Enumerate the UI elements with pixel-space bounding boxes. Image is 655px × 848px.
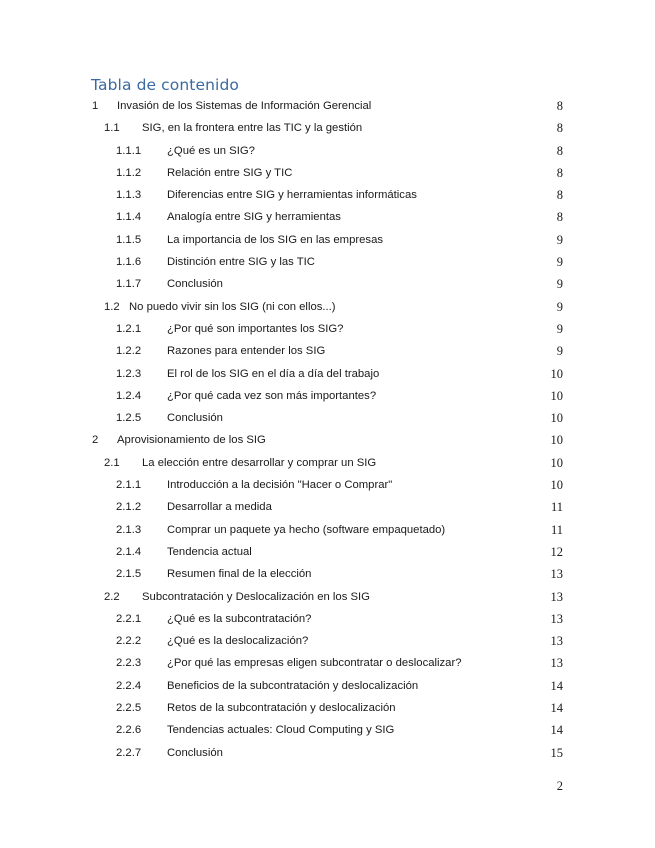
toc-entry[interactable] — [0, 407, 655, 429]
toc-entry-page: 10 — [550, 388, 563, 403]
toc-entry[interactable] — [0, 586, 655, 608]
toc-entry-number: 1.2.5 — [116, 412, 142, 425]
toc-entry-page: 13 — [550, 567, 563, 582]
toc-entry-page: 9 — [556, 277, 563, 292]
toc-entry[interactable] — [0, 95, 655, 117]
toc-entry-title: Relación entre SIG y TIC — [167, 166, 293, 179]
toc-entry-title: ¿Qué es la subcontratación? — [167, 612, 312, 625]
toc-entry-title: ¿Qué es la deslocalización? — [167, 635, 309, 648]
toc-entry-page: 11 — [550, 500, 563, 515]
toc-entry[interactable] — [0, 719, 655, 741]
toc-entry-number: 1 — [92, 100, 99, 112]
toc-entry-page: 10 — [550, 366, 563, 381]
toc-entry-page: 8 — [556, 165, 563, 180]
toc-entry[interactable] — [0, 318, 655, 340]
toc-entry-title: Invasión de los Sistemas de Información Gerencial — [117, 100, 372, 112]
toc-entry-title: Conclusión — [167, 746, 223, 759]
toc-entry-title: Subcontratación y Deslocalización en los SIG — [142, 590, 370, 603]
toc-entry[interactable] — [0, 117, 655, 139]
toc-entry-number: 2.2.5 — [116, 702, 142, 715]
toc-entry[interactable] — [0, 742, 655, 764]
toc-entry-page: 9 — [556, 232, 563, 247]
toc-entry-page: 8 — [556, 188, 563, 203]
toc-entry-page: 13 — [550, 589, 563, 604]
toc-entry-number: 2.1.4 — [116, 545, 142, 558]
toc-entry[interactable] — [0, 184, 655, 206]
toc-entry-number: 1.2.3 — [116, 367, 142, 380]
toc-entry-number: 2.2 — [104, 590, 120, 603]
toc-entry[interactable] — [0, 630, 655, 652]
toc-entry-number: 1.1.1 — [116, 144, 142, 157]
toc-entry[interactable] — [0, 140, 655, 162]
toc-entry-page: 14 — [550, 701, 563, 716]
toc-entry-number: 2.2.4 — [116, 679, 142, 692]
toc-entry-number: 1.1.5 — [116, 233, 142, 246]
toc-entry[interactable] — [0, 474, 655, 496]
toc-entry-page: 10 — [550, 411, 563, 426]
toc-entry-number: 2.2.3 — [116, 657, 142, 670]
toc-entry-title: Conclusión — [167, 412, 223, 425]
toc-entry-number: 1.2.4 — [116, 389, 142, 402]
toc-entry-number: 2.1 — [104, 456, 120, 469]
toc-entry-page: 8 — [556, 121, 563, 136]
toc-entry-title: La elección entre desarrollar y comprar un SIG — [142, 456, 377, 469]
toc-entry-title: Razones para entender los SIG — [167, 345, 326, 358]
toc-entry-number: 2.2.2 — [116, 635, 142, 648]
toc-entry-number: 2.1.5 — [116, 568, 142, 581]
toc-entry[interactable] — [0, 608, 655, 630]
toc-entry-page: 10 — [550, 455, 563, 470]
toc-entry[interactable] — [0, 385, 655, 407]
toc-entry-number: 2.2.1 — [116, 612, 142, 625]
toc-entry-number: 1.2.1 — [116, 322, 142, 335]
toc-entry-title: Desarrollar a medida — [167, 501, 272, 514]
toc-entry-number: 1.1 — [104, 122, 120, 135]
toc-entry-title: Aprovisionamiento de los SIG — [117, 434, 266, 447]
toc-entry-page: 11 — [550, 522, 563, 537]
toc-entry-page: 15 — [550, 745, 563, 760]
toc-entry-title: ¿Por qué son importantes los SIG? — [167, 322, 344, 335]
toc-entry-page: 13 — [550, 656, 563, 671]
toc-entry-page: 9 — [556, 255, 563, 270]
toc-entry[interactable] — [0, 251, 655, 273]
toc-entry-page: 9 — [556, 321, 563, 336]
toc-entry-number: 1.1.6 — [116, 256, 142, 269]
toc-entry-number: 2.1.2 — [116, 501, 142, 514]
toc-entry-number: 2.2.6 — [116, 724, 142, 737]
toc-entry-page: 14 — [550, 678, 563, 693]
toc-entry-title: Conclusión — [167, 278, 223, 291]
toc-entry[interactable] — [0, 296, 655, 318]
toc-entry-page: 8 — [556, 210, 563, 225]
toc-entry-title: SIG, en la frontera entre las TIC y la gestión — [142, 122, 363, 135]
toc-entry[interactable] — [0, 697, 655, 719]
toc-entry-page: 10 — [550, 478, 563, 493]
toc-title: Tabla de contenido — [91, 76, 239, 94]
toc-entry-title: Diferencias entre SIG y herramientas informáticas — [167, 189, 417, 202]
toc-entry-number: 1.2.2 — [116, 345, 142, 358]
toc-entry[interactable] — [0, 206, 655, 228]
toc-entry[interactable] — [0, 675, 655, 697]
toc-entry[interactable] — [0, 340, 655, 362]
toc-entry-title: Resumen final de la elección — [167, 568, 312, 581]
toc-entry-title: La importancia de los SIG en las empresas — [167, 233, 384, 246]
toc-entry[interactable] — [0, 496, 655, 518]
toc-entry-page: 10 — [550, 433, 563, 448]
toc-entry[interactable] — [0, 541, 655, 563]
toc-entry-page: 8 — [556, 143, 563, 158]
toc-entry-number: 1.1.2 — [116, 166, 142, 179]
toc-entry-title: No puedo vivir sin los SIG (ni con ellos...) — [129, 300, 336, 313]
toc-entry[interactable] — [0, 429, 655, 451]
toc-entry-page: 12 — [550, 544, 563, 559]
toc-entry-title: ¿Por qué las empresas eligen subcontratar o deslocalizar? — [167, 657, 462, 670]
toc-entry-title: Analogía entre SIG y herramientas — [167, 211, 341, 224]
toc-entry-number: 1.2 — [104, 300, 120, 313]
toc-entry-title: El rol de los SIG en el día a día del trabajo — [167, 367, 380, 380]
toc-entry-number: 2 — [92, 434, 99, 447]
toc-entry-page: 13 — [550, 611, 563, 626]
toc-entry-number: 2.2.7 — [116, 746, 142, 759]
toc-list — [0, 95, 655, 764]
toc-entry[interactable] — [0, 229, 655, 251]
toc-entry[interactable] — [0, 452, 655, 474]
toc-entry-number: 2.1.1 — [116, 479, 142, 492]
toc-entry[interactable] — [0, 563, 655, 585]
toc-entry-title: ¿Qué es un SIG? — [167, 144, 255, 157]
toc-entry-title: Introducción a la decisión "Hacer o Comprar" — [167, 479, 393, 492]
toc-entry-number: 1.1.7 — [116, 278, 142, 291]
toc-entry-title: Tendencias actuales: Cloud Computing y SIG — [167, 724, 395, 737]
toc-entry-number: 2.1.3 — [116, 523, 142, 536]
toc-entry-title: Distinción entre SIG y las TIC — [167, 256, 315, 269]
toc-entry-number: 1.1.3 — [116, 189, 142, 202]
toc-entry[interactable] — [0, 519, 655, 541]
toc-entry-page: 14 — [550, 723, 563, 738]
page-number: 2 — [556, 779, 563, 793]
toc-entry-page: 8 — [556, 99, 563, 113]
toc-entry[interactable] — [0, 652, 655, 674]
toc-entry-title: Retos de la subcontratación y deslocalización — [167, 702, 396, 715]
toc-entry-title: Comprar un paquete ya hecho (software empaquetado) — [167, 523, 446, 536]
toc-entry-page: 9 — [556, 344, 563, 359]
toc-entry-number: 1.1.4 — [116, 211, 142, 224]
toc-entry[interactable] — [0, 273, 655, 295]
toc-entry-title: ¿Por qué cada vez son más importantes? — [167, 389, 377, 402]
toc-entry-page: 9 — [556, 299, 563, 314]
toc-entry[interactable] — [0, 363, 655, 385]
toc-entry-title: Beneficios de la subcontratación y deslocalización — [167, 679, 419, 692]
toc-entry[interactable] — [0, 162, 655, 184]
toc-entry-title: Tendencia actual — [167, 545, 252, 558]
toc-entry-page: 13 — [550, 634, 563, 649]
